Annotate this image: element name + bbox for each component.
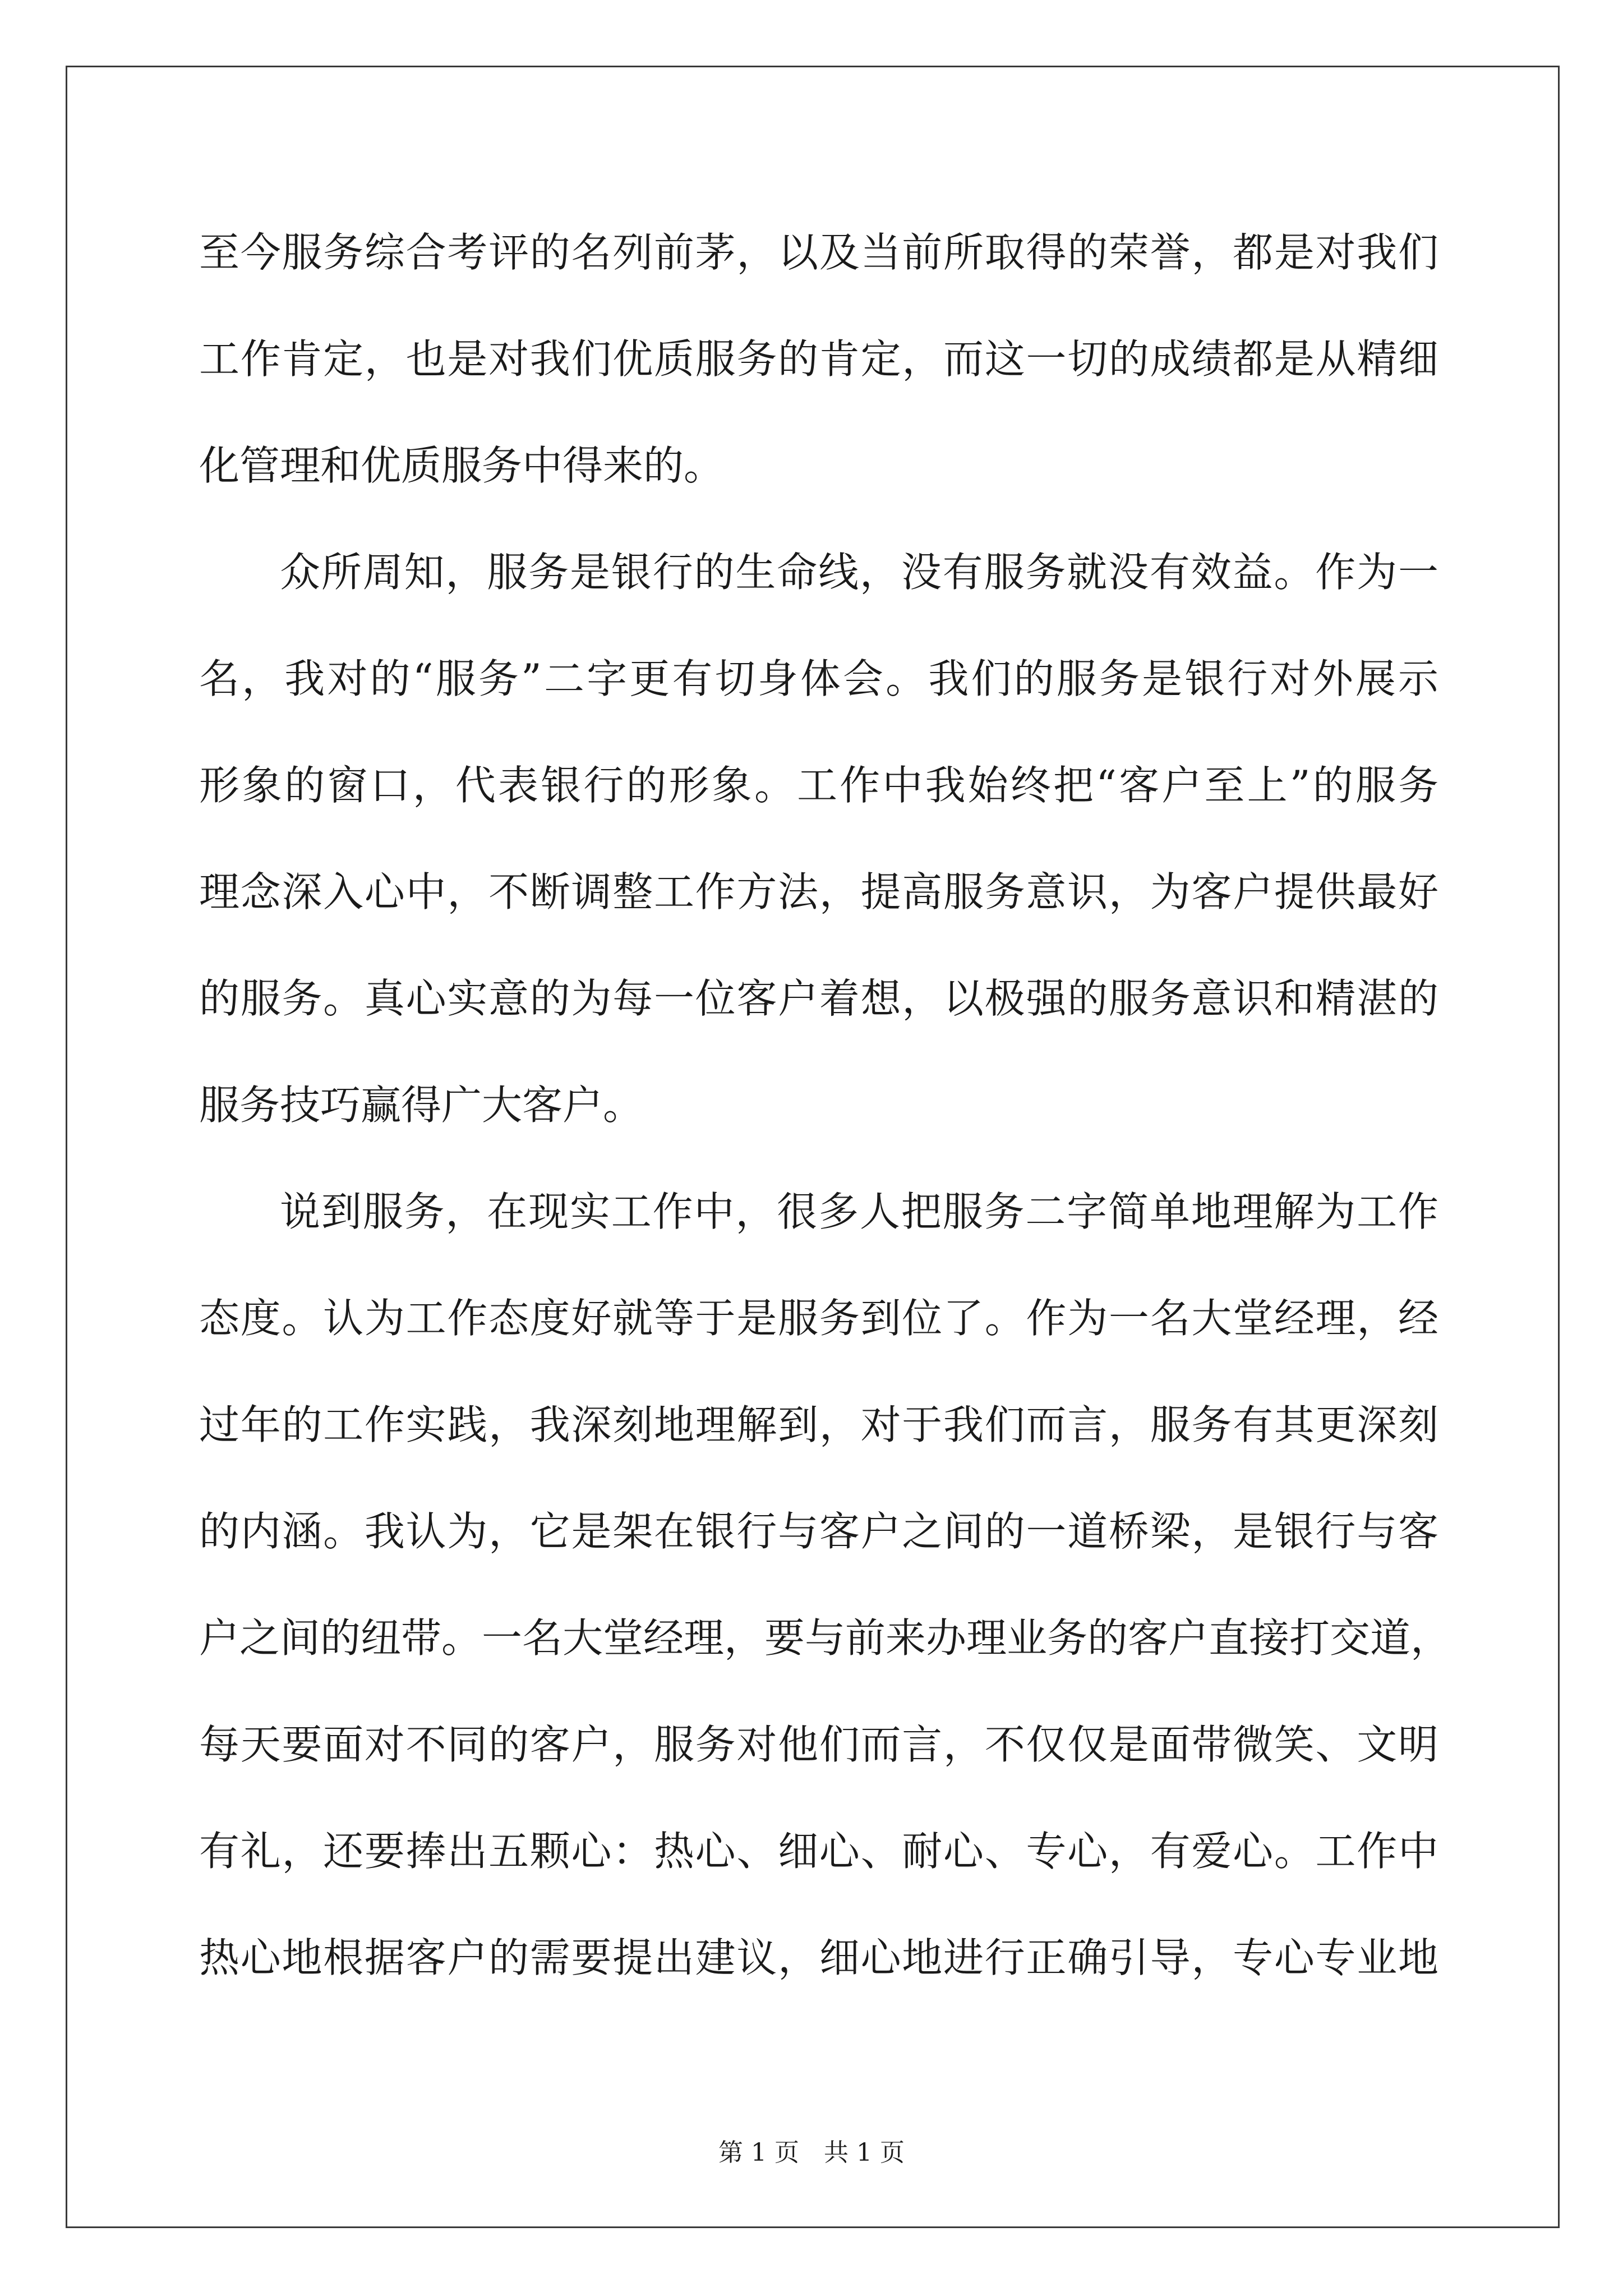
document-body bbox=[199, 199, 1451, 2011]
text-line: 至今服务综合考评的名列前茅，以及当前所取得的荣誉，都是对我们 bbox=[199, 229, 1438, 276]
text-line: 的服务。真心实意的为每一位客户着想，以极强的服务意识和精湛的 bbox=[199, 975, 1438, 1022]
page-footer: 第 1 页 共 1 页 bbox=[718, 2138, 905, 2167]
text-line: 户之间的纽带。一名大堂经理，要与前来办理业务的客户直接打交道， bbox=[199, 1614, 1451, 1662]
text-line: 有礼，还要捧出五颗心：热心、细心、耐心、专心，有爱心。工作中 bbox=[199, 1828, 1438, 1875]
text-line: 化管理和优质服务中得来的。 bbox=[199, 442, 725, 489]
text-line: 说到服务，在现实工作中，很多人把服务二字简单地理解为工作 bbox=[280, 1188, 1438, 1235]
text-line: 形象的窗口，代表银行的形象。工作中我始终把“客户至上”的服务 bbox=[199, 762, 1438, 809]
text-line: 热心地根据客户的需要提出建议，细心地进行正确引导，专心专业地 bbox=[199, 1934, 1438, 1981]
text-line: 服务技巧赢得广大客户。 bbox=[199, 1082, 644, 1129]
text-line: 工作肯定，也是对我们优质服务的肯定，而这一切的成绩都是从精细 bbox=[199, 335, 1438, 383]
text-line: 理念深入心中，不断调整工作方法，提高服务意识，为客户提供最好 bbox=[199, 868, 1438, 915]
text-line: 每天要面对不同的客户，服务对他们而言，不仅仅是面带微笑、文明 bbox=[199, 1721, 1438, 1768]
text-line: 名，我对的“服务”二字更有切身体会。我们的服务是银行对外展示 bbox=[199, 655, 1438, 702]
text-line: 众所周知，服务是银行的生命线，没有服务就没有效益。作为一 bbox=[280, 549, 1438, 596]
text-line: 态度。认为工作态度好就等于是服务到位了。作为一名大堂经理，经 bbox=[199, 1295, 1438, 1342]
text-line: 过年的工作实践，我深刻地理解到，对于我们而言，服务有其更深刻 bbox=[199, 1401, 1438, 1448]
text-line: 的内涵。我认为，它是架在银行与客户之间的一道桥梁，是银行与客 bbox=[199, 1508, 1438, 1555]
